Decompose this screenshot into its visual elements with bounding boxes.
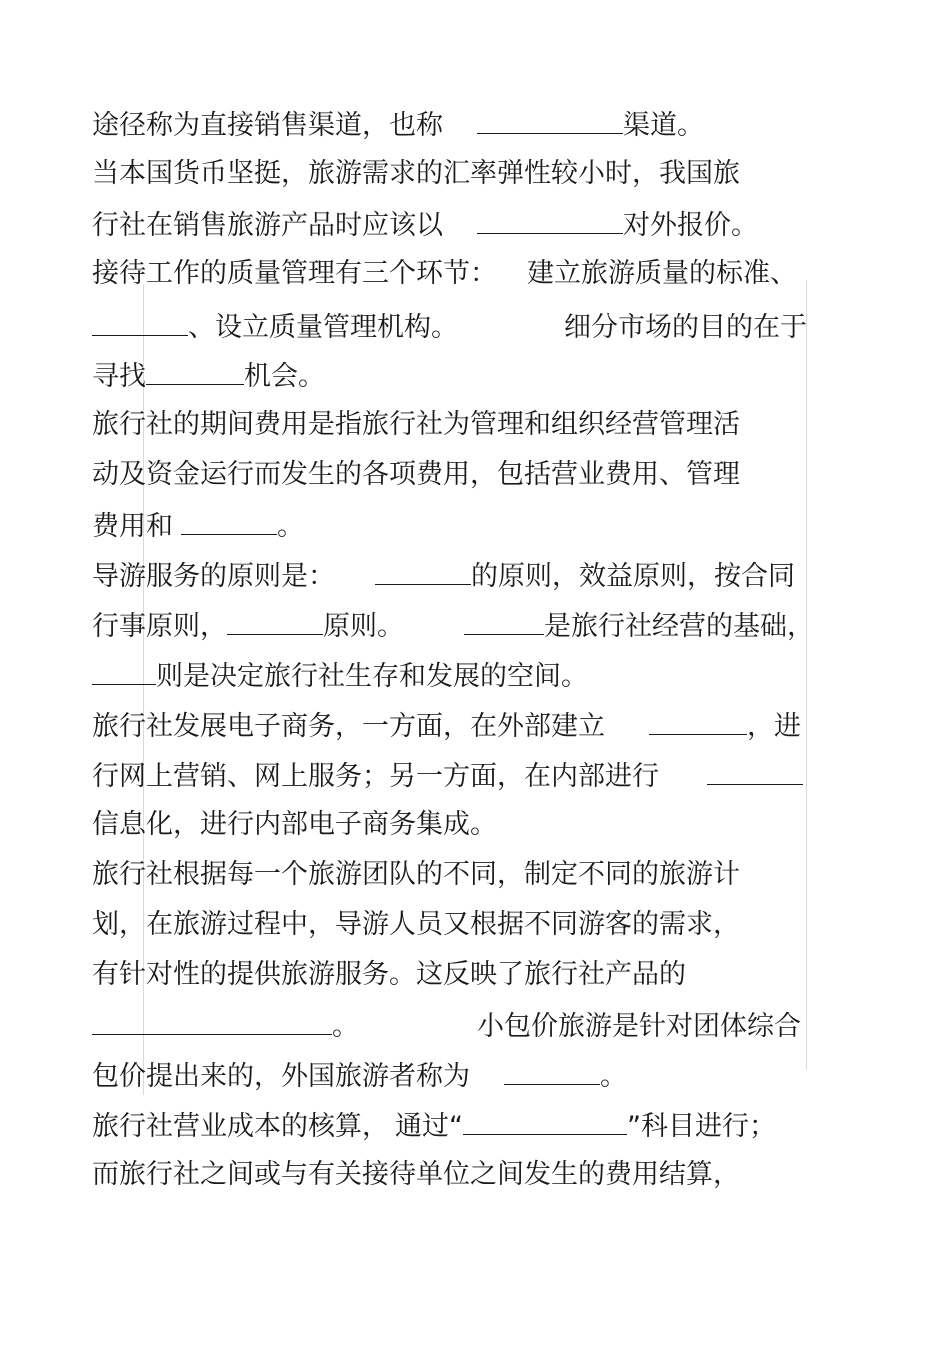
text-line-13: 旅行社发展电子商务，一方面，在外部建立 ，进 [92, 708, 801, 744]
text-line-11: 行事原则， 原则。 是旅行社经营的基础， [92, 608, 814, 644]
fill-blank[interactable] [227, 608, 323, 635]
text-line-9: 费用和 。 [92, 508, 304, 544]
text-line-21: 旅行社营业成本的核算， 通过“ ”科目进行； [92, 1108, 776, 1144]
text-line-6: 寻找 机会。 [92, 358, 325, 394]
fill-blank[interactable] [146, 358, 244, 385]
text-line-18: 有针对性的提供旅游服务。这反映了旅行社产品的 [92, 959, 686, 990]
fill-blank[interactable] [649, 708, 747, 735]
fill-blank[interactable] [375, 558, 471, 585]
text-line-19: 。 小包价旅游是针对团体综合 [92, 1008, 801, 1044]
fill-blank[interactable] [92, 309, 188, 336]
text-line-12: 则是决定旅行社生存和发展的空间。 [92, 658, 588, 694]
text-line-2: 当本国货币坚挺，旅游需求的汇率弹性较小时，我国旅 [92, 158, 740, 189]
fill-blank[interactable] [477, 107, 623, 134]
text-line-5: 、设立质量管理机构。 细分市场的目的在于 [92, 309, 807, 345]
text-line-7: 旅行社的期间费用是指旅行社为管理和组织经营管理活 [92, 409, 740, 440]
text-line-8: 动及资金运行而发生的各项费用，包括营业费用、管理 [92, 459, 740, 490]
fill-blank[interactable] [504, 1058, 600, 1085]
fill-blank[interactable] [92, 1008, 332, 1035]
fill-blank[interactable] [464, 608, 544, 635]
text-line-1: 途径称为直接销售渠道，也称 渠道。 [92, 107, 704, 143]
text-line-15: 信息化，进行内部电子商务集成。 [92, 809, 497, 840]
text-line-14: 行网上营销、网上服务；另一方面，在内部进行 [92, 758, 803, 794]
fill-blank[interactable] [92, 658, 156, 685]
text-line-10: 导游服务的原则是： 的原则，效益原则，按合同 [92, 558, 795, 594]
text-line-3: 行社在销售旅游产品时应该以 对外报价。 [92, 207, 758, 243]
text-line-17: 划，在旅游过程中，导游人员又根据不同游客的需求， [92, 909, 740, 940]
text-line-16: 旅行社根据每一个旅游团队的不同，制定不同的旅游计 [92, 859, 740, 890]
fill-blank[interactable] [477, 207, 623, 234]
right-margin-line [806, 280, 807, 1070]
fill-blank[interactable] [463, 1108, 627, 1135]
text-line-4: 接待工作的质量管理有三个环节： 建立旅游质量的标准、 [92, 258, 797, 289]
text-line-20: 包价提出来的，外国旅游者称为 。 [92, 1058, 627, 1094]
fill-blank[interactable] [181, 508, 277, 535]
text-line-22: 而旅行社之间或与有关接待单位之间发生的费用结算， [92, 1159, 740, 1190]
fill-blank[interactable] [707, 758, 803, 785]
